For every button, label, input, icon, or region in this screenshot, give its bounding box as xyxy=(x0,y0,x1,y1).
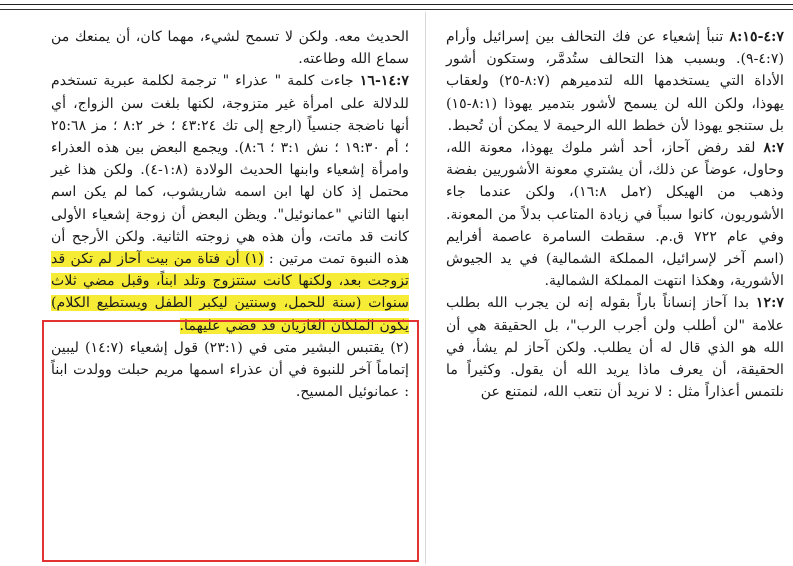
left-column xyxy=(51,26,409,403)
paragraph-text: جاءت كلمة " عذراء " ترجمة لكلمة عبرية تستخدم للدلالة على امرأة غير متزوجة، لكنها بلغت سن الزواج، أي أنها ناضجة جنسياً (ارجع إلى تك ٤٣:٢٤ ؛ خر ٨:٢ ؛ مز ٢٥:٦٨ ؛ أم ١٩:٣٠ ؛ نش ٣:١ ؛ ٨:٦). ويجمع البعض بين هذه العذراء وامرأة إشعياء وابنها الحديث الولادة (١:٨-٤). ولكن هذا غير محتمل إذ كان لها ابن اسمه شاريشوب، كما لم يكن اسم ابنها الثاني "عمانوئيل". ويظن البعض أن زوجة إشعياء الأولى كانت قد ماتت، وأن هذه هي زوجته الثانية. ولكن الأرجح أن هذه النبوة تمت مرتين : xyxy=(51,73,410,268)
commentary-paragraph xyxy=(51,70,409,336)
header-rule xyxy=(0,4,793,5)
commentary-paragraph xyxy=(446,292,784,403)
verse-reference: ٨:٧ xyxy=(763,140,784,157)
right-column xyxy=(446,26,784,403)
commentary-paragraph xyxy=(51,337,409,404)
verse-reference: ١٢:٧ xyxy=(755,295,784,312)
paragraph-text: بدا آحاز إنساناً باراً بقوله إنه لن يجرب الله بطلب علامة "لن أطلب ولن أجرب الرب"، بل الحقيقة هي أن الله هو الذي قال له أن يطلب. ولكن آحاز لم يشأ، في الحقيقة، أن يعرف ماذا يريد الله أن يقول. وكثيراً ما نلتمس أعذاراً مثل : لا نريد أن نتعب الله، لنمتنع عن xyxy=(446,295,784,401)
paragraph-text: الحديث معه. ولكن لا تسمح لشيء، مهما كان، أن يمنعك من سماع الله وطاعته. xyxy=(51,29,409,68)
column-divider xyxy=(425,12,426,564)
verse-reference: ١٤:٧-١٦ xyxy=(359,73,409,90)
verse-reference: ٤:٧-٨:١٥ xyxy=(729,29,784,45)
commentary-paragraph xyxy=(446,137,784,292)
header-rule-secondary xyxy=(0,9,793,10)
commentary-paragraph xyxy=(446,26,784,137)
paragraph-text: تنبأ إشعياء عن فك التحالف بين إسرائيل وأرام (٤:٧-٩). وبسبب هذا التحالف ستُدمَّر، وستكون أشور الأداة التي يستخدمها الله لتدميرهم (٨:٧-٢٥) ولعقاب يهوذا، ولكن الله لن يسمح لأشور بتدمير يهوذا (٨:١-١٥) بل ستنجو يهوذا لأن خطط الله الرحيمة لا يمكن أن تُحبط. xyxy=(446,29,785,134)
commentary-paragraph xyxy=(51,26,409,70)
paragraph-text: لقد رفض آحاز، أحد أشر ملوك يهوذا، معونة الله، وحاول، عوضاً عن ذلك، أن يشتري معونة الأشوريين بفضة وذهب من الهيكل (٢مل ١٦:٨)، ولكن عندما جاء الأشوريون، كانوا سبباً في زيادة المتاعب بدلاً من المعونة. وفي عام ٧٢٢ ق.م. سقطت السامرة عاصمة أفرايم (اسم آخر لإسرائيل، المملكة الشمالية) في يد الجيوش الأشورية، وهكذا انتهت المملكة الشمالية. xyxy=(446,140,784,290)
paragraph-text: (٢) يقتبس البشير متى في (٢٣:١) قول إشعياء (١٤:٧) ليبين إتماماً آخر للنبوة في أن عذراء اسمها مريم حبلت وولدت ابناً : عمانوئيل المسيح. xyxy=(51,339,409,401)
highlighted-text: (١) أن فتاة من بيت آحاز لم تكن قد تزوجت بعد، ولكنها كانت ستتزوج وتلد ابناً، وقبل مضي ثلاث سنوات (سنة للحمل، وسنتين ليكبر الطفل ويستطيع الكلام) يكون الملكان الغازيان قد قضي عليهما. xyxy=(51,251,409,334)
